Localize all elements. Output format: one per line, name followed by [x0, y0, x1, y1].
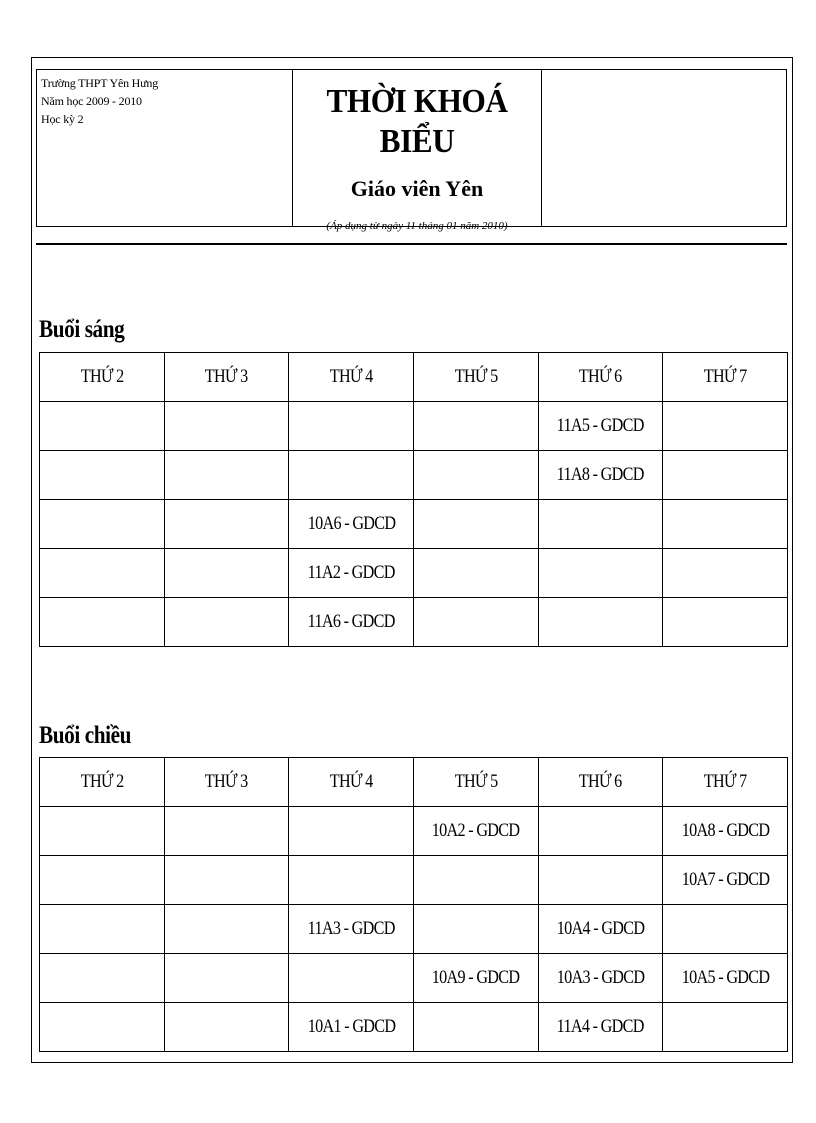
table-cell: [413, 451, 538, 500]
table-cell: [40, 402, 165, 451]
afternoon-title: Buổi chiều: [39, 722, 131, 749]
table-cell: 10A1 - GDCD: [289, 1003, 414, 1052]
title-block: [293, 70, 542, 232]
day-header: THỨ 6: [538, 353, 663, 402]
table-cell: [538, 598, 663, 647]
header-box: [36, 69, 787, 232]
table-cell: [413, 549, 538, 598]
table-cell: [40, 905, 165, 954]
morning-title: Buổi sáng: [39, 316, 125, 343]
table-cell: [663, 905, 788, 954]
applied-date: (Áp dụng từ ngày 11 tháng 01 năm 2010): [326, 220, 508, 232]
table-row: [40, 402, 788, 451]
day-header: THỨ 3: [164, 758, 289, 807]
morning-body: [40, 402, 788, 647]
table-cell: 10A3 - GDCD: [538, 954, 663, 1003]
table-cell: [164, 954, 289, 1003]
afternoon-table: [39, 757, 788, 1052]
table-cell: [40, 549, 165, 598]
table-cell: [663, 451, 788, 500]
table-cell: [413, 598, 538, 647]
table-cell: [40, 856, 165, 905]
school-term: Học kỳ 2: [41, 112, 84, 126]
day-header: THỨ 6: [538, 758, 663, 807]
table-row: [40, 954, 788, 1003]
afternoon-body: [40, 807, 788, 1052]
table-cell: [40, 500, 165, 549]
timetable-page: [31, 57, 793, 1063]
table-cell: [164, 402, 289, 451]
table-cell: 10A8 - GDCD: [663, 807, 788, 856]
table-cell: [289, 954, 414, 1003]
table-cell: [289, 807, 414, 856]
table-cell: [164, 451, 289, 500]
table-cell: 10A7 - GDCD: [663, 856, 788, 905]
table-cell: 11A6 - GDCD: [289, 598, 414, 647]
table-row: [40, 807, 788, 856]
table-cell: [164, 905, 289, 954]
table-cell: [289, 402, 414, 451]
day-header: THỨ 2: [40, 353, 165, 402]
table-cell: [663, 1003, 788, 1052]
table-cell: [413, 905, 538, 954]
table-row: [40, 500, 788, 549]
table-cell: [663, 598, 788, 647]
table-cell: [164, 598, 289, 647]
table-cell: 10A4 - GDCD: [538, 905, 663, 954]
table-cell: [164, 807, 289, 856]
table-cell: 11A5 - GDCD: [538, 402, 663, 451]
day-header: THỨ 4: [289, 758, 414, 807]
table-cell: [164, 856, 289, 905]
table-cell: [40, 807, 165, 856]
school-year: Năm học 2009 - 2010: [41, 94, 142, 108]
table-cell: [164, 1003, 289, 1052]
table-cell: 10A2 - GDCD: [413, 807, 538, 856]
table-cell: 11A2 - GDCD: [289, 549, 414, 598]
table-cell: [164, 500, 289, 549]
table-cell: [40, 1003, 165, 1052]
table-cell: [538, 500, 663, 549]
table-row: [40, 549, 788, 598]
day-header: THỨ 5: [413, 758, 538, 807]
table-cell: 10A6 - GDCD: [289, 500, 414, 549]
day-header: THỨ 7: [663, 758, 788, 807]
table-cell: 10A9 - GDCD: [413, 954, 538, 1003]
table-cell: [413, 1003, 538, 1052]
table-cell: [663, 402, 788, 451]
day-header: THỨ 7: [663, 353, 788, 402]
table-cell: [40, 954, 165, 1003]
table-cell: [538, 549, 663, 598]
table-cell: [289, 451, 414, 500]
teacher-name: Giáo viên Yên: [350, 176, 484, 201]
table-cell: [663, 549, 788, 598]
table-cell: [538, 856, 663, 905]
header-empty-cell: [542, 70, 786, 226]
afternoon-header-row: [40, 758, 788, 807]
table-cell: [40, 451, 165, 500]
table-row: [40, 856, 788, 905]
table-cell: [413, 856, 538, 905]
table-cell: 11A3 - GDCD: [289, 905, 414, 954]
morning-header-row: [40, 353, 788, 402]
table-cell: [413, 402, 538, 451]
day-header: THỨ 5: [413, 353, 538, 402]
day-header: THỨ 4: [289, 353, 414, 402]
school-info: [37, 70, 293, 226]
table-cell: [289, 856, 414, 905]
table-cell: [413, 500, 538, 549]
table-row: [40, 1003, 788, 1052]
school-name: Trường THPT Yên Hưng: [41, 76, 159, 90]
day-header: THỨ 2: [40, 758, 165, 807]
table-row: [40, 905, 788, 954]
morning-table: [39, 352, 788, 647]
table-cell: 10A5 - GDCD: [663, 954, 788, 1003]
table-cell: 11A4 - GDCD: [538, 1003, 663, 1052]
table-cell: 11A8 - GDCD: [538, 451, 663, 500]
divider: [36, 243, 787, 245]
table-row: [40, 451, 788, 500]
page-title: THỜI KHOÁ BIỂU: [326, 83, 508, 160]
table-cell: [538, 807, 663, 856]
day-header: THỨ 3: [164, 353, 289, 402]
table-cell: [663, 500, 788, 549]
table-cell: [164, 549, 289, 598]
table-row: [40, 598, 788, 647]
table-cell: [40, 598, 165, 647]
